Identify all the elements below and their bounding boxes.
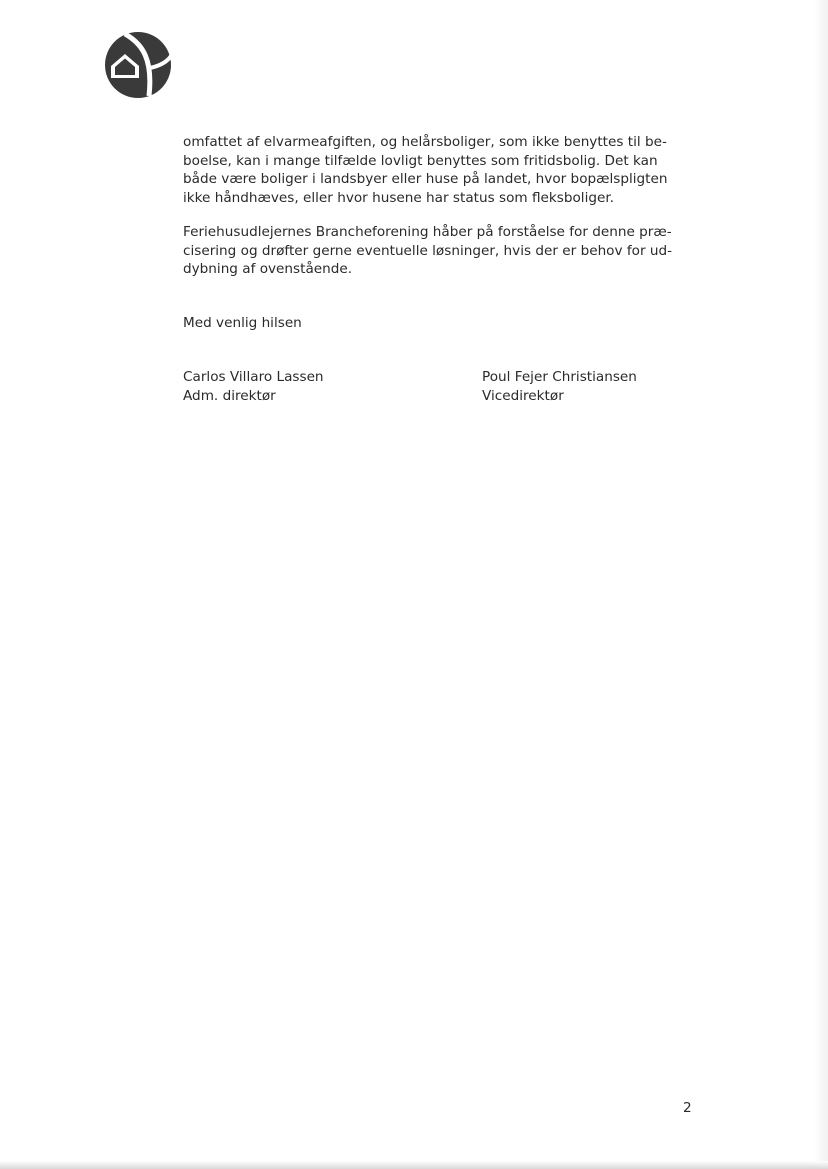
signer-right [482, 368, 637, 405]
paragraph-2 [183, 223, 703, 279]
paragraph-line: ikke håndhæves, eller hvor husene har status som fleksboliger. [183, 189, 615, 206]
house-globe-logo-icon [103, 30, 173, 100]
closing-greeting: Med venlig hilsen [183, 315, 302, 331]
page-edge-shadow [814, 0, 828, 1169]
signer-left [183, 368, 324, 405]
signer-name: Poul Fejer Christiansen [482, 369, 637, 385]
signer-title: Vicedirektør [482, 387, 564, 404]
signer-name: Carlos Villaro Lassen [183, 369, 324, 385]
paragraph-line: omfattet af elvarmeafgiften, og helårsboliger, som ikke benyttes til be- [183, 134, 667, 150]
paragraph-line: Feriehusudlejernes Brancheforening håber på forståelse for denne præ- [183, 224, 672, 240]
page-number: 2 [683, 1100, 692, 1116]
paragraph-line: dybning af ovenstående. [183, 261, 353, 278]
paragraph-line: cisering og drøfter gerne eventuelle løsninger, hvis der er behov for ud- [183, 242, 673, 259]
paragraph-line: både være boliger i landsbyer eller huse på landet, hvor bopælspligten [183, 171, 668, 188]
page-bottom-shadow [0, 1161, 828, 1169]
paragraph-1 [183, 133, 703, 207]
paragraph-line: boelse, kan i mange tilfælde lovligt benyttes som fritidsbolig. Det kan [183, 152, 658, 169]
signer-title: Adm. direktør [183, 387, 276, 404]
